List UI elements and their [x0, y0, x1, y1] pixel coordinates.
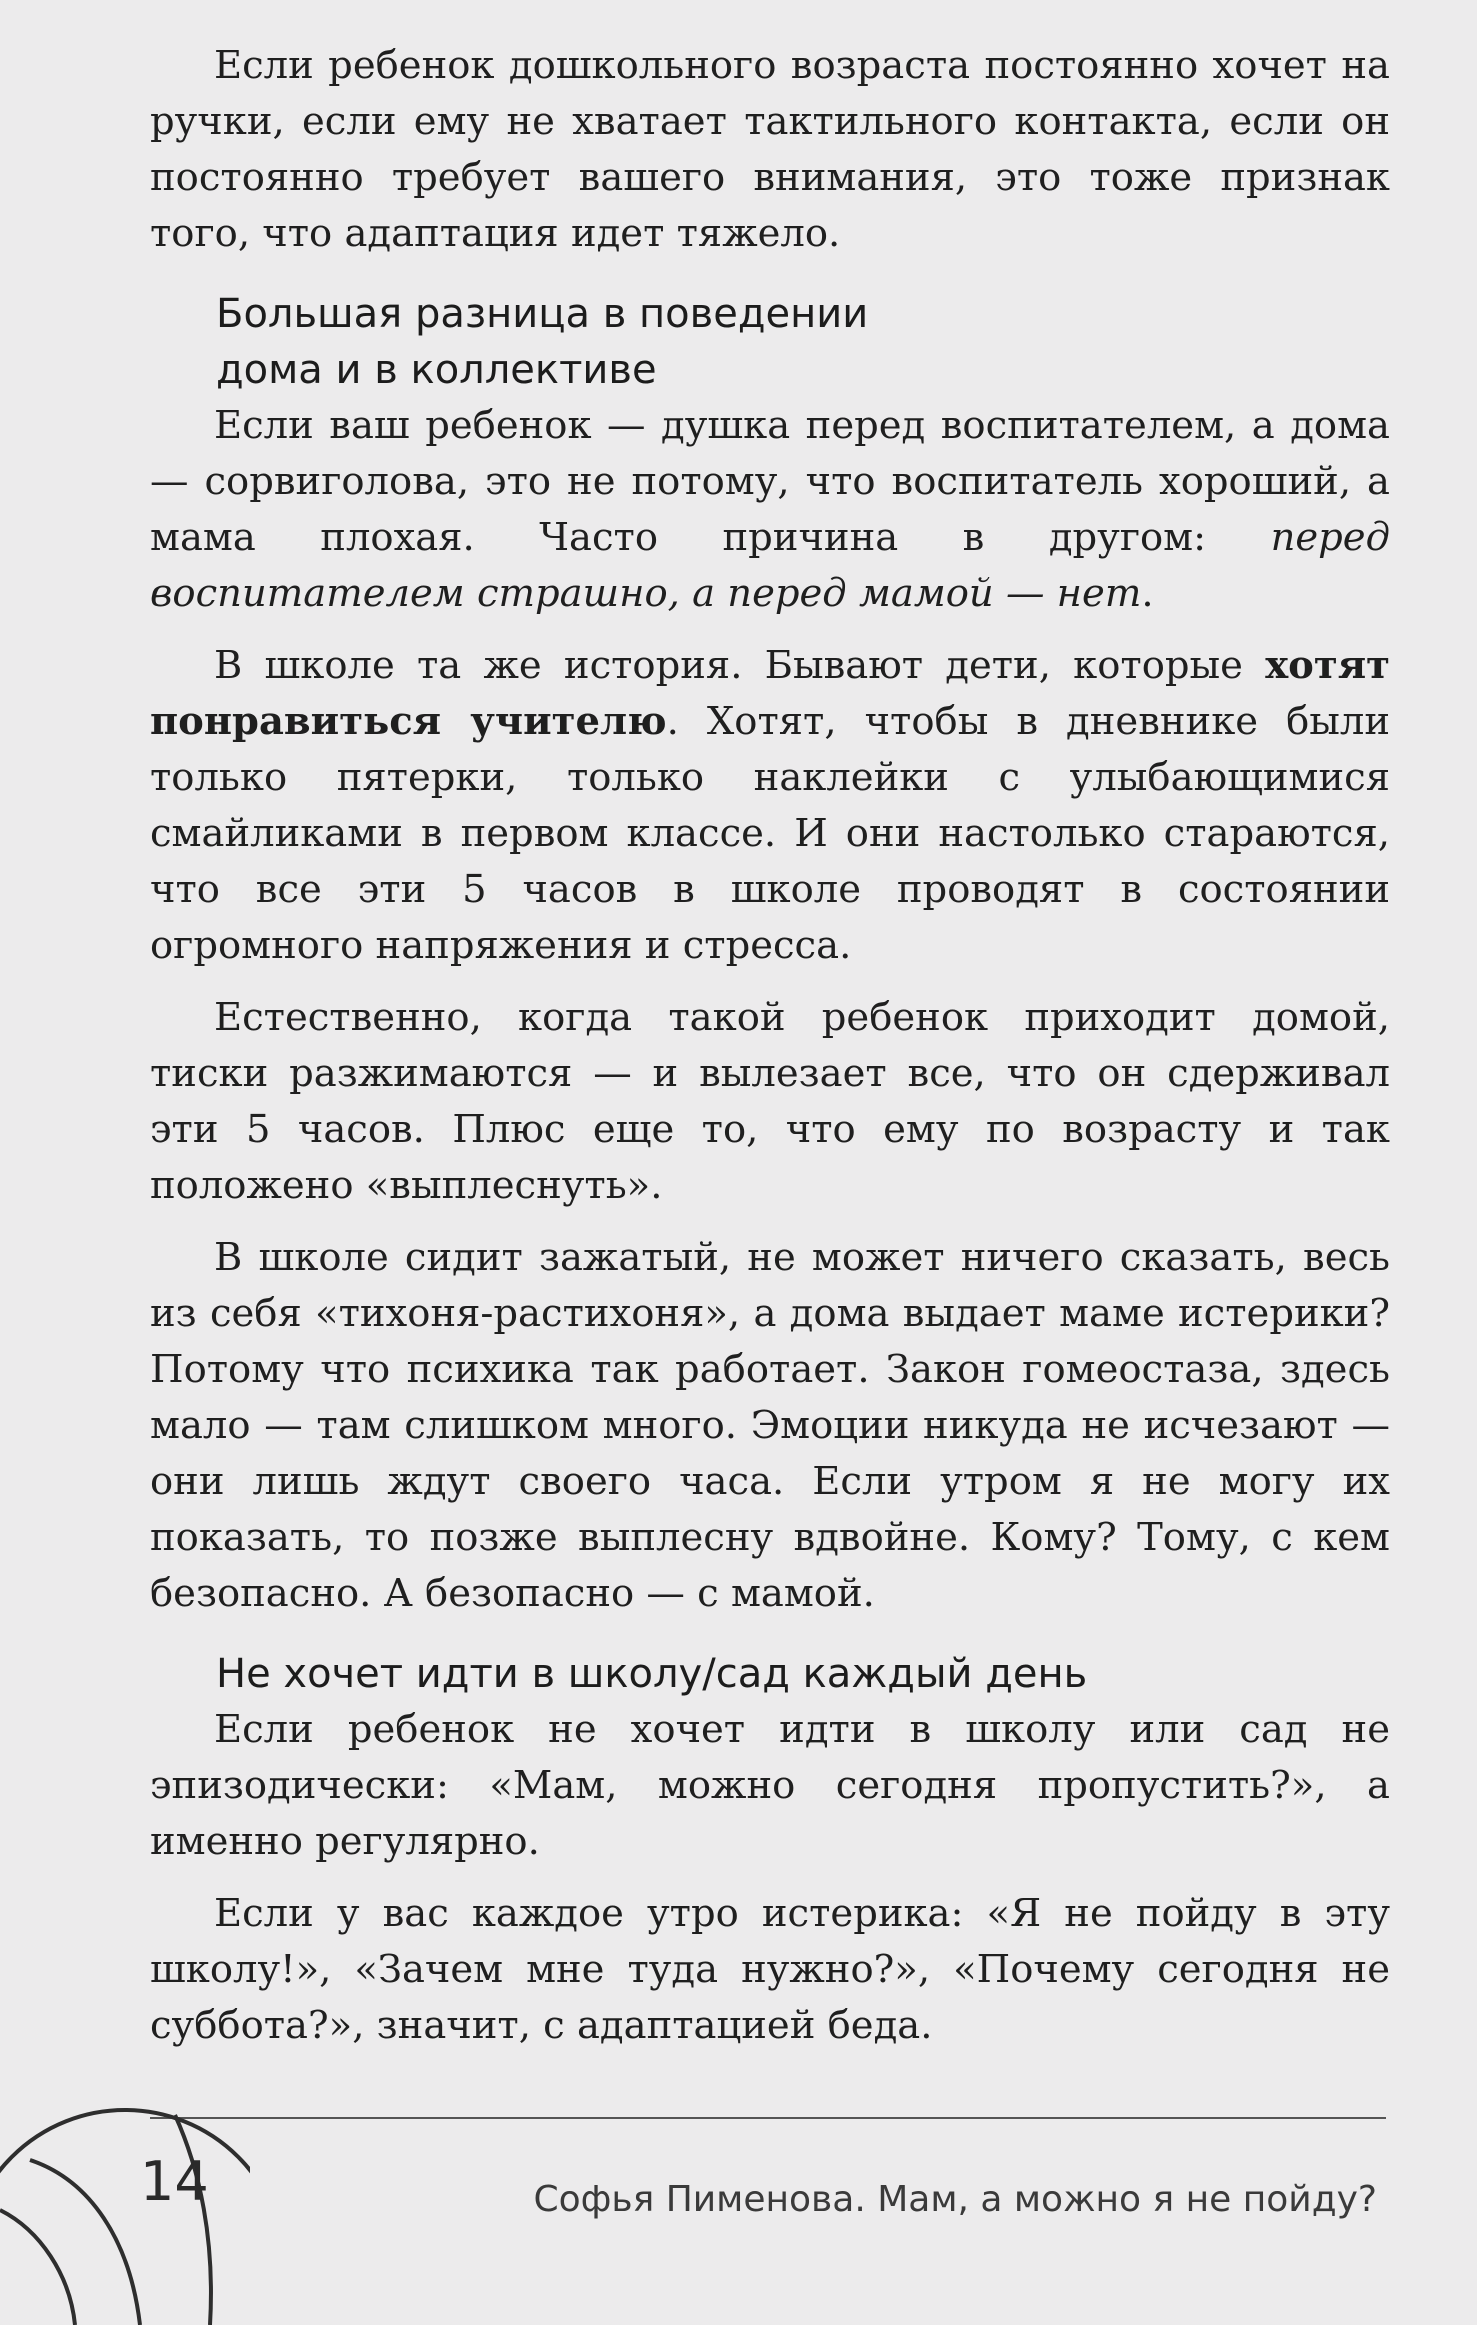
beach-ball-icon: [0, 2100, 250, 2325]
paragraph-intro: Если ребенок дошкольного возраста постоянно хочет на ручки, если ему не хватает тактильного контакта, если он постоянно требует вашего внимания, это тоже признак того, что адаптация идет тяжело.: [150, 43, 1390, 256]
page-content: [150, 38, 1390, 2054]
heading-line: Большая разница в поведении: [216, 291, 869, 337]
paragraph: Если ребенок не хочет идти в школу или сад не эпизодически: «Мам, можно сегодня пропустить?», а именно регулярно.: [150, 1707, 1390, 1864]
footer-divider: [150, 2117, 1386, 2119]
paragraph-text: . Хотят, чтобы в дневнике были только пятерки, только наклейки с улыбающимися смайликами в первом классе. И они настолько стараются, что все эти 5 часов в школе проводят в состоянии огромного напряжения и стресса.: [150, 699, 1391, 968]
paragraph: [150, 398, 1390, 622]
paragraph: Если у вас каждое утро истерика: «Я не пойду в эту школу!», «Зачем мне туда нужно?», «Почему сегодня не суббота?», значит, с адаптацией беда.: [150, 1891, 1390, 2048]
paragraph-text: .: [1141, 571, 1154, 616]
paragraph: В школе сидит зажатый, не может ничего сказать, весь из себя «тихоня-растихоня», а дома выдает маме истерики? Потому что психика так работает. Закон гомеостаза, здесь мало — там слишком много. Эмоции никуда не исчезают — они лишь ждут своего часа. Если утром я не могу их показать, то позже выплесну вдвойне. Кому? Тому, с кем безопасно. А безопасно — с мамой.: [150, 1235, 1390, 1616]
section-heading-behavior-difference: [216, 286, 1390, 398]
paragraph-text: Если ваш ребенок — душка перед воспитателем, а дома — сорвиголова, это не потому, что воспитатель хороший, а мама плохая. Часто причина в другом:: [150, 403, 1390, 560]
bold-phrase: хотят понравиться учителю: [150, 643, 1390, 744]
italic-phrase: перед воспитателем страшно, а перед мамой — нет: [150, 515, 1390, 616]
heading-line: дома и в коллективе: [216, 347, 657, 393]
running-title: Софья Пименова. Мам, а можно я не пойду?: [533, 2179, 1377, 2220]
section-heading-not-want-school: Не хочет идти в школу/сад каждый день: [216, 1651, 1088, 1697]
page-number: 14: [140, 2150, 209, 2213]
paragraph: Естественно, когда такой ребенок приходит домой, тиски разжимаются — и вылезает все, что он сдерживал эти 5 часов. Плюс еще то, что ему по возрасту и так положено «выплеснуть».: [150, 995, 1390, 1208]
paragraph-text: В школе та же история. Бывают дети, которые: [214, 643, 1266, 688]
paragraph: [150, 638, 1390, 974]
